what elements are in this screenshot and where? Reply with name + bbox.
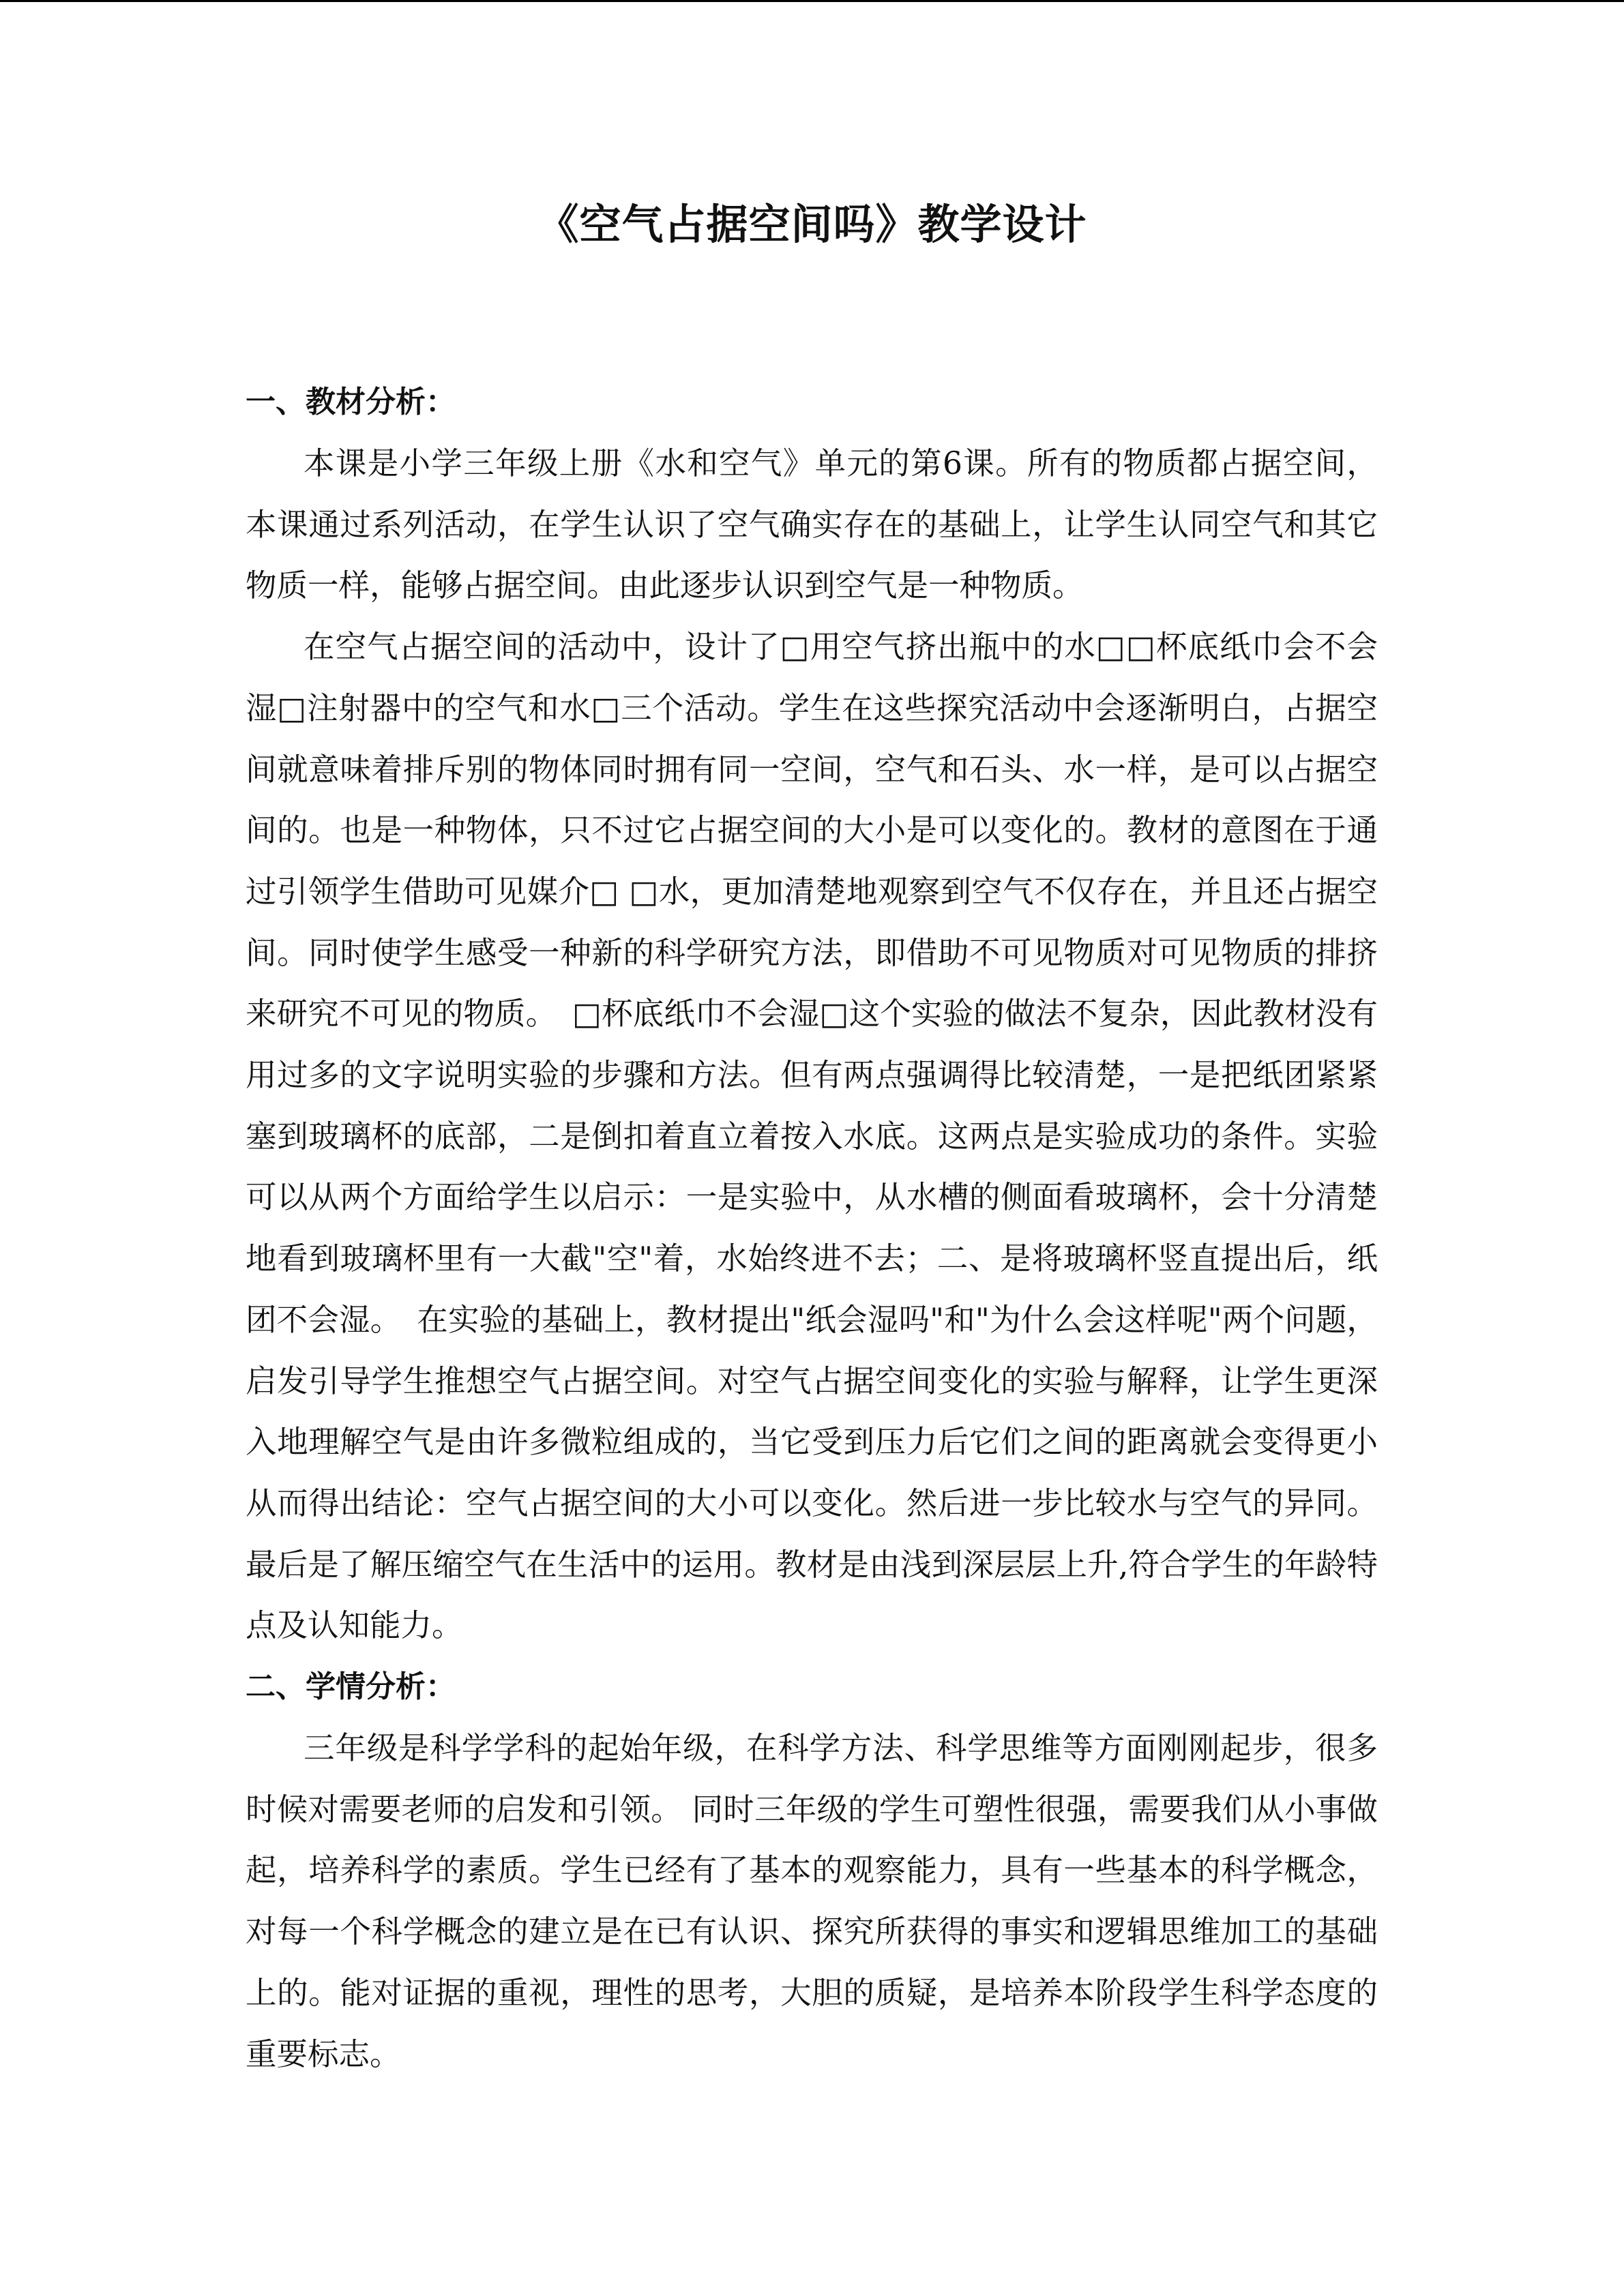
page-top-border bbox=[0, 0, 1624, 2]
document-body bbox=[246, 372, 1378, 2085]
paragraph-textbook-intro: 本课是小学三年级上册《水和空气》单元的第6课。所有的物质都占据空间，本课通过系列活动，在学生认识了空气确实存在的基础上，让学生认同空气和其它物质一样，能够占据空间。由此逐步认识到空气是一种物质。 bbox=[246, 445, 1378, 604]
section-heading-learner-analysis: 二、学情分析： bbox=[246, 1669, 456, 1705]
paragraph-learner-analysis: 三年级是科学学科的起始年级，在科学方法、科学思维等方面刚刚起步，很多时候对需要老师的启发和引领。 同时三年级的学生可塑性很强，需要我们从小事做起，培养科学的素质。学生已经有了基本的观察能力，具有一些基本的科学概念，对每一个科学概念的建立是在已有认识、探究所获得的事实和逻辑思维加工的基础上的。能对证据的重视，理性的思考，大胆的质疑，是培养本阶段学生科学态度的重要标志。 bbox=[246, 1730, 1378, 2072]
document-title: 《空气占据空间吗》教学设计 bbox=[537, 200, 1087, 249]
section-heading-textbook-analysis: 一、教材分析： bbox=[246, 385, 456, 419]
paragraph-activities: 在空气占据空间的活动中，设计了□用空气挤出瓶中的水□□杯底纸巾会不会湿□注射器中的空气和水□三个活动。学生在这些探究活动中会逐渐明白，占据空间就意味着排斥别的物体同时拥有同一空间，空气和石头、水一样，是可以占据空间的。也是一种物体，只不过它占据空间的大小是可以变化的。教材的意图在于通过引领学生借助可见媒介□ □水，更加清楚地观察到空气不仅存在，并且还占据空间。同时使学生感受一种新的科学研究方法，即借助不可见物质对可见物质的排挤来研究不可见的物质。 □杯底纸巾不会湿□这个实验的做法不复杂，因此教材没有用过多的文字说明实验的步骤和方法。但有两点强调得比较清楚，一是把纸团紧紧塞到玻璃杯的底部，二是倒扣着直立着按入水底。这两点是实验成功的条件。实验可以从两个方面给学生以启示：一是实验中，从水槽的侧面看玻璃杯，会十分清楚地看到玻璃杯里有一大截"空"着，水始终进不去；二、是将玻璃杯竖直提出后，纸团不会湿。 在实验的基础上，教材提出"纸会湿吗"和"为什么会这样呢"两个问题，启发引导学生推想空气占据空间。对空气占据空间变化的实验与解释，让学生更深入地理解空气是由许多微粒组成的，当它受到压力后它们之间的距离就会变得更小从而得出结论：空气占据空间的大小可以变化。然后进一步比较水与空气的异同。最后是了解压缩空气在生活中的运用。教材是由浅到深层层上升,符合学生的年龄特点及认知能力。 bbox=[246, 629, 1378, 1644]
